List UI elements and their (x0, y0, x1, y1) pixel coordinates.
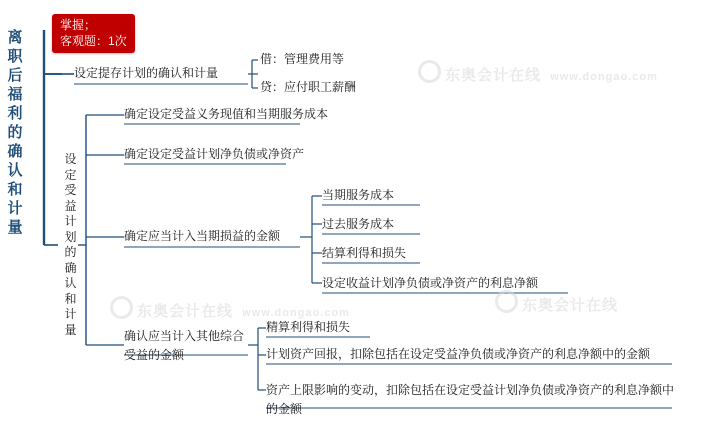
callout-badge (52, 14, 135, 53)
node-oci-amount: 确认应当计入其他综合受益的金额 (124, 329, 245, 362)
node-obligation-present-value: 确定设定受益义务现值和当期服务成本 (124, 107, 329, 121)
root-title: 离职后福利的确认和计量 (7, 29, 23, 236)
watermark-ring-icon (418, 60, 441, 83)
node-net-liability-or-asset: 确定设定受益计划净负债或净资产 (124, 147, 305, 161)
node-entry-debit: 借：管理费用等 (260, 52, 345, 66)
node-defined-benefit-plan-label: 设定受益计划的确认和计量 (64, 152, 77, 337)
watermark: 东奥会计在线 www.dongao.com (418, 60, 658, 85)
node-net-interest: 设定收益计划净负债或净资产的利息净额 (322, 276, 539, 290)
watermark-ring-icon (495, 290, 518, 313)
node-defined-contribution-plan: 设定提存计划的确认和计量 (74, 66, 219, 80)
node-current-service-cost: 当期服务成本 (322, 188, 395, 202)
node-entry-credit: 贷：应付职工薪酬 (260, 80, 357, 94)
watermark: 东奥会计在线 (495, 290, 618, 315)
node-profit-or-loss-amount: 确定应当计入当期损益的金额 (124, 229, 281, 243)
node-actuarial-gain-loss: 精算利得和损失 (266, 320, 351, 334)
node-asset-ceiling-change: 资产上限影响的变动，扣除包括在设定受益计划净负债或净资产的利息净额中的金额 (266, 383, 675, 416)
callout-line-1: 掌握； (60, 18, 97, 32)
watermark-ring-icon (110, 296, 133, 319)
watermark: 东奥会计在线 www.dongao.com (110, 296, 350, 321)
callout-line-2: 客观题：1次 (60, 34, 127, 48)
node-settlement-gain-loss: 结算利得和损失 (322, 246, 407, 260)
node-plan-asset-return: 计划资产回报，扣除包括在设定受益净负债或净资产的利息净额中的金额 (266, 347, 651, 361)
node-past-service-cost: 过去服务成本 (322, 217, 395, 231)
